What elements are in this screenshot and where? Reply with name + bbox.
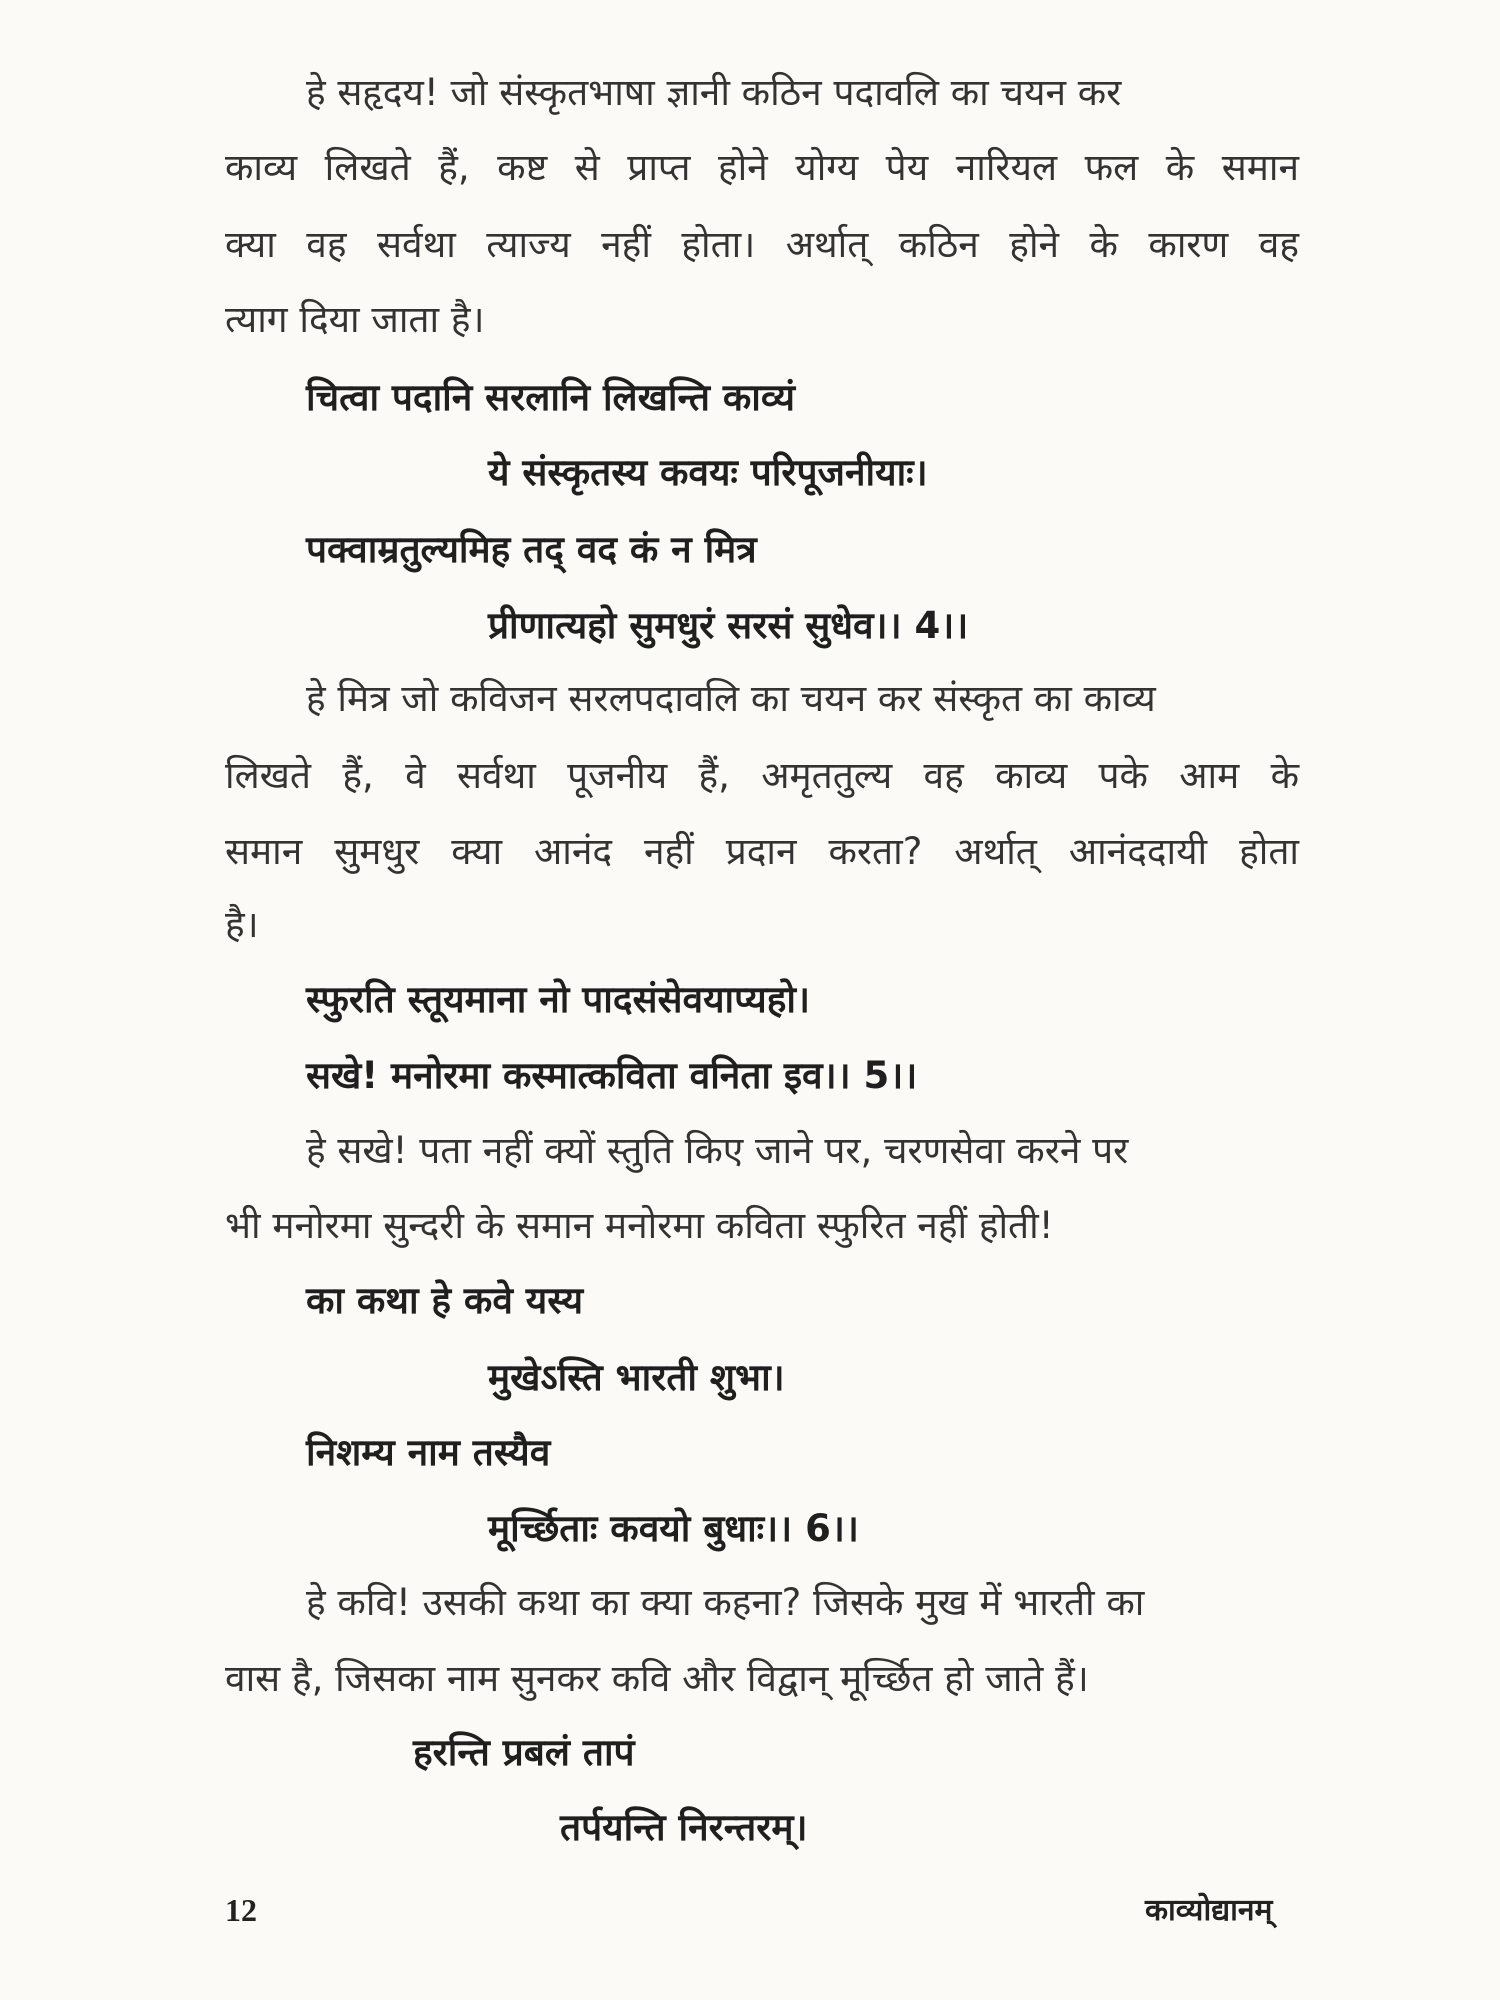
para3-line2: भी मनोरमा सुन्दरी के समान मनोरमा कविता स्फुरित नहीं होती! [225, 1204, 1054, 1247]
para4-line2: वास है, जिसका नाम सुनकर कवि और विद्वान् मूर्च्छित हो जाते हैं। [225, 1657, 1089, 1700]
verse6-line4: मूर्च्छिताः कवयो बुधाः।। 6।। [488, 1507, 859, 1550]
para3-line1: हे सखे! पता नहीं क्यों स्तुति किए जाने पर, चरणसेवा करने पर [306, 1129, 1129, 1172]
book-title: काव्योद्यानम् [1145, 1893, 1273, 1928]
verse4-line2: ये संस्कृतस्य कवयः परिपूजनीयाः। [488, 451, 928, 494]
para2-line1: हे मित्र जो कविजन सरलपदावलि का चयन कर संस्कृत का काव्य [306, 677, 1156, 720]
para4-line1: हे कवि! उसकी कथा का क्या कहना? जिसके मुख में भारती का [306, 1581, 1145, 1624]
para1-line3: क्या वह सर्वथा त्याज्य नहीं होता। अर्थात् कठिन होने के कारण वह [225, 223, 1299, 266]
verse6-line1: का कथा हे कवे यस्य [306, 1279, 584, 1322]
para2-line3: समान सुमधुर क्या आनंद नहीं प्रदान करता? अर्थात् आनंददायी होता [225, 830, 1299, 873]
para1-line1: हे सहृदय! जो संस्कृतभाषा ज्ञानी कठिन पदावलि का चयन कर [306, 71, 1122, 114]
verse4-line4: प्रीणात्यहो सुमधुरं सरसं सुधेव।। 4।। [488, 604, 969, 647]
verse7-line2: तर्पयन्ति निरन्तरम्। [560, 1806, 808, 1849]
verse7-line1: हरन्ति प्रबलं तापं [413, 1731, 635, 1774]
verse5-line1: स्फुरति स्तूयमाना नो पादसंसेवयाप्यहो। [306, 978, 810, 1021]
para1-line4: त्याग दिया जाता है। [225, 298, 485, 341]
verse4-line3: पक्वाम्रतुल्यमिह तद् वद कं न मित्र [306, 528, 757, 571]
page-number: 12 [225, 1892, 257, 1928]
verse5-line2: सखे! मनोरमा कस्मात्कविता वनिता इव।। 5।। [306, 1054, 918, 1097]
verse6-line2: मुखेऽस्ति भारती शुभा। [488, 1356, 785, 1399]
verse6-line3: निशम्य नाम तस्यैव [306, 1431, 551, 1474]
verse4-line1: चित्वा पदानि सरलानि लिखन्ति काव्यं [306, 376, 795, 419]
para2-line2: लिखते हैं, वे सर्वथा पूजनीय हैं, अमृततुल्य वह काव्य पके आम के [225, 754, 1299, 797]
para1-line2: काव्य लिखते हैं, कष्ट से प्राप्त होने योग्य पेय नारियल फल के समान [225, 146, 1299, 189]
para2-line4: है। [225, 903, 259, 946]
